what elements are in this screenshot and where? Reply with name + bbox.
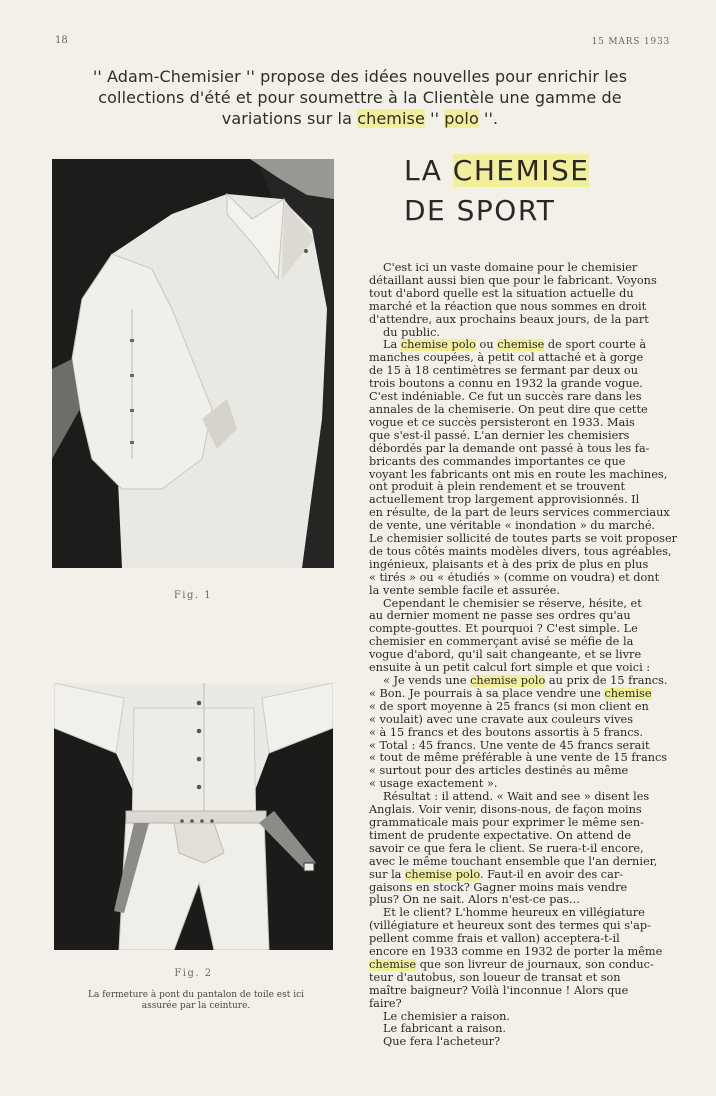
article-line (369, 365, 688, 378)
intro-text: ''. (478, 109, 499, 128)
article-line (369, 998, 688, 1011)
article-text: bricants des commandes importantes ce que (369, 455, 626, 468)
highlighted-term: chemise polo (405, 868, 480, 881)
article-text: ingénieux, plaisants et à des prix de plus en plus (369, 558, 649, 571)
article-line (369, 933, 688, 946)
article-line (369, 649, 688, 662)
article-text: C'est indéniable. Ce fut un succès rare dans les (369, 391, 642, 404)
article-text: compte-gouttes. Et pourquoi ? C'est simple. Le (369, 623, 638, 636)
article-line (369, 288, 688, 301)
article-text: la vente semble facile et assurée. (369, 584, 560, 597)
article-line (369, 882, 688, 895)
article-text: vogue et ce succès persisteront en 1933. Mais (369, 416, 635, 429)
figure-2-caption: Fig. 2 (174, 968, 213, 979)
article-text: avec le même touchant ensemble que l'an dernier, (369, 855, 658, 868)
article-text: C'est ici un vaste domaine pour le chemisier (383, 262, 638, 274)
intro-line (40, 108, 680, 129)
figure-1-caption: Fig. 1 (173, 590, 213, 601)
highlight-chemise: chemise (357, 109, 425, 128)
intro-line: '' Adam-Chemisier '' propose des idées nouvelles pour enrichir les (92, 67, 628, 86)
article-text: Que fera l'acheteur? (383, 1036, 501, 1049)
article-text: chemisier en commerçant avisé se méfie de la (369, 636, 634, 649)
article-text: « surtout pour des articles destinés au même (369, 765, 629, 778)
article-text: grammaticale mais pour exprimer le même sen- (369, 816, 644, 829)
article-line (369, 843, 688, 856)
article-line (369, 1023, 688, 1036)
article-text: Cependant le chemisier se réserve, hésite, et (383, 597, 642, 610)
intro-paragraph (40, 66, 680, 129)
article-line (369, 765, 688, 778)
article-line (369, 804, 688, 817)
article-text: sur la (369, 868, 406, 881)
issue-date: 15 MARS 1933 (591, 37, 670, 47)
article-line (369, 430, 688, 443)
article-line (369, 623, 688, 636)
article-line (369, 675, 688, 688)
article-body (369, 262, 688, 1049)
article-text: encore en 1933 comme en 1932 de porter la même (369, 946, 663, 959)
article-line (369, 740, 688, 753)
article-line (369, 598, 688, 611)
figure-2-legend: La fermeture à pont du pantalon de toile est ici assurée par la ceinture. (87, 990, 305, 1011)
article-line (369, 791, 688, 804)
article-text: . Faut-il en avoir des car- (479, 868, 624, 881)
article-text: « Je vends une (383, 675, 471, 687)
article-text: « tirés » ou « étudiés » (comme on voudra) et dont (369, 571, 660, 584)
highlighted-term: chemise (497, 339, 545, 352)
article-text: du public. (383, 326, 440, 339)
article-text: savoir ce que fera le client. Se ruera-t-il encore, (369, 842, 644, 855)
article-line (369, 339, 688, 352)
intro-text: '' (424, 109, 445, 128)
intro-text: variations sur la (221, 109, 358, 128)
intro-line: collections d'été et pour soumettre à la Clientèle une gamme de (98, 88, 622, 107)
article-text: Résultat : il attend. « Wait and see » disent les (383, 791, 650, 804)
title-highlight: CHEMISE (452, 154, 590, 187)
article-text: en résulte, de la part de leurs services commerciaux (369, 507, 670, 520)
article-text: (villégiature et heureux sont des termes qui s'ap- (369, 920, 651, 933)
article-line (369, 481, 688, 494)
article-line (369, 352, 688, 365)
highlighted-term: chemise polo (470, 675, 546, 687)
figure-1-illustration (52, 159, 334, 568)
article-line (369, 1036, 688, 1049)
highlight-polo: polo (444, 109, 479, 128)
article-text: tout d'abord quelle est la situation actuelle du (369, 287, 634, 300)
article-text: teur d'autobus, son loueur de transat et son (369, 971, 621, 984)
article-text: annales de la chemiserie. On peut dire que cette (369, 403, 648, 416)
article-line (369, 701, 688, 714)
article-line (369, 714, 688, 727)
article-line (369, 920, 688, 933)
article-line (369, 636, 688, 649)
article-line (369, 327, 688, 340)
article-text: pellent comme frais et vallon) acceptera-t-il (369, 933, 620, 946)
article-line (369, 662, 688, 675)
article-line (369, 262, 688, 275)
article-line (369, 507, 688, 520)
article-text: « de sport moyenne à 25 francs (si mon client en (369, 700, 649, 713)
article-line (369, 727, 688, 740)
highlighted-term: chemise (604, 687, 652, 700)
title-text: LA (404, 154, 453, 187)
article-text: « à 15 francs et des boutons assortis à 5 francs. (369, 726, 644, 739)
article-line (369, 301, 688, 314)
article-line (369, 894, 688, 907)
article-text: « Total : 45 francs. Une vente de 45 francs serait (369, 739, 650, 752)
figure-2-illustration (54, 683, 333, 950)
article-line (369, 494, 688, 507)
article-line (369, 959, 688, 972)
article-text: maître baigneur? Voilà l'inconnue ! Alors que (369, 984, 629, 997)
article-line (369, 469, 688, 482)
article-text: que son livreur de journaux, son conduc- (416, 958, 654, 971)
shirt-collar-illustration (52, 159, 334, 568)
article-line (369, 520, 688, 533)
article-text: d'attendre, aux prochains beaux jours, de la part (369, 313, 649, 326)
article-line (369, 533, 688, 546)
article-line (369, 907, 688, 920)
article-line (369, 830, 688, 843)
article-text: gaisons en stock? Gagner moins mais vendre (369, 881, 628, 894)
article-line (369, 778, 688, 791)
article-text: manches coupées, à petit col attaché et à gorge (369, 352, 644, 365)
article-text: trois boutons a connu en 1932 la grande vogue. (369, 378, 643, 391)
article-line (369, 456, 688, 469)
article-text: « tout de même préférable à une vente de 15 francs (369, 752, 668, 765)
article-text: de sport courte à (544, 339, 647, 352)
article-text: de vente, une véritable « inondation » du marché. (369, 520, 656, 533)
article-text: de 15 à 18 centimètres se fermant par deux ou (369, 365, 639, 378)
article-line (369, 985, 688, 998)
article-text: voyant les fabricants ont mis en route les machines, (369, 468, 668, 481)
article-line (369, 610, 688, 623)
article-line (369, 946, 688, 959)
article-text: timent de prudente expectative. On attend de (369, 829, 632, 842)
article-text: ont produit à plein rendement et se trouvent (369, 481, 626, 494)
article-text: de tous côtés maints modèles divers, tous agréables, (369, 545, 672, 558)
article-text: Anglais. Voir venir, disons-nous, de façon moins (369, 804, 642, 817)
highlighted-term: chemise polo (400, 339, 476, 352)
article-text: au prix de 15 francs. (545, 675, 668, 687)
article-text: débordés par la demande ont passé à tous les fa- (369, 442, 650, 455)
title-line-2: DE SPORT (404, 194, 556, 227)
article-text: plus? On ne sait. Alors n'est-ce pas... (369, 894, 580, 907)
article-text: La (383, 339, 401, 352)
article-line (369, 559, 688, 572)
article-text: au dernier moment ne passe ses ordres qu'au (369, 610, 631, 623)
article-title (404, 151, 589, 231)
article-text: ensuite à un petit calcul fort simple et que voici : (369, 662, 651, 675)
article-line (369, 585, 688, 598)
article-text: vogue d'abord, qu'il sait changeante, et se livre (369, 649, 642, 662)
article-text: « usage exactement ». (369, 778, 498, 791)
article-line (369, 404, 688, 417)
page-number: 18 (55, 35, 68, 46)
article-line (369, 972, 688, 985)
title-line-1 (404, 151, 589, 191)
article-text: Et le client? L'homme heureux en villégiature (383, 907, 645, 920)
trouser-belt-illustration (54, 683, 333, 950)
article-line (369, 546, 688, 559)
article-line (369, 443, 688, 456)
article-line (369, 275, 688, 288)
highlighted-term: chemise (369, 958, 417, 971)
article-line (369, 1011, 688, 1024)
article-text: que s'est-il passé. L'an dernier les chemisiers (369, 429, 630, 442)
article-line (369, 391, 688, 404)
article-line (369, 417, 688, 430)
article-line (369, 752, 688, 765)
article-line (369, 314, 688, 327)
article-line (369, 817, 688, 830)
article-text: détaillant aussi bien que pour le fabricant. Voyons (369, 274, 657, 287)
article-text: actuellement trop largement approvisionnés. Il (369, 494, 640, 507)
article-text: Le chemisier sollicité de toutes parts se voit proposer (369, 533, 678, 546)
article-text: ou (475, 339, 498, 352)
article-text: faire? (369, 997, 402, 1010)
article-line (369, 869, 688, 882)
article-text: Le fabricant a raison. (383, 1023, 506, 1036)
article-line (369, 856, 688, 869)
article-line (369, 688, 688, 701)
article-text: « voulait) avec une cravate aux couleurs vives (369, 713, 634, 726)
article-text: Le chemisier a raison. (383, 1010, 511, 1023)
article-text: « Bon. Je pourrais à sa place vendre une (369, 687, 605, 700)
article-line (369, 572, 688, 585)
article-line (369, 378, 688, 391)
article-text: marché et la réaction que nous sommes en droit (369, 300, 647, 313)
